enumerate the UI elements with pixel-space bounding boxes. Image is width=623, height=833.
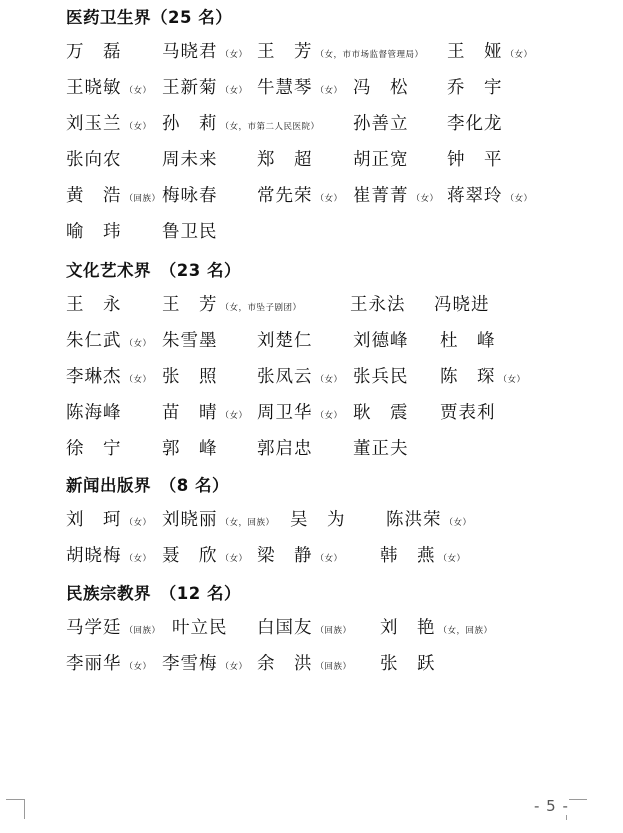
member-entry [66,435,122,460]
member-note: （回族） [315,662,352,672]
member-name: 韩 燕 [380,546,436,566]
member-name: 陈海峰 [66,403,122,423]
member-name: 李琳杰 [66,367,122,387]
member-entry [162,110,320,135]
member-name: 陈 琛 [440,367,496,387]
member-name: 张兵民 [353,367,409,387]
member-entry [447,146,503,171]
member-note: （女） [411,194,439,204]
member-entry [162,435,218,460]
member-note: （回族） [315,626,352,636]
member-name: 牛慧琴 [257,78,313,98]
member-entry [353,327,409,352]
member-name: 董正夫 [353,439,409,459]
member-name: 刘玉兰 [66,114,122,134]
member-entry [162,327,218,352]
member-name: 张凤云 [257,367,313,387]
member-entry [386,506,472,531]
member-entry [350,291,406,316]
member-entry [257,614,352,639]
member-name: 郭启忠 [257,439,313,459]
member-entry [434,291,490,316]
member-entry [66,74,152,99]
section-heading: 医药卫生界（25 名） [66,8,233,27]
member-name: 梅咏春 [162,186,218,206]
crop-mark-bottom-right [566,799,587,820]
member-note: （女） [220,554,248,564]
member-entry [162,182,218,207]
member-note: （女） [124,518,152,528]
member-note: （女） [124,375,152,385]
member-entry [353,399,409,424]
member-entry [66,327,152,352]
member-entry [172,614,228,639]
member-entry [162,218,218,243]
page-number: - 5 - [534,797,569,815]
member-note: （女） [444,518,472,528]
member-name: 苗 晴 [162,403,218,423]
member-name: 王 娅 [447,42,503,62]
member-name: 徐 宁 [66,439,122,459]
member-entry [440,327,496,352]
member-name: 王新菊 [162,78,218,98]
member-note: （女） [438,554,466,564]
member-entry [440,399,496,424]
member-note: （回族） [124,194,161,204]
member-name: 乔 宇 [447,78,503,98]
member-entry [380,650,436,675]
member-entry [66,506,152,531]
member-name: 周未来 [162,150,218,170]
section-heading: 文化艺术界 （23 名） [66,261,241,280]
member-entry [162,291,302,316]
member-name: 王 芳 [162,295,218,315]
member-entry [353,110,409,135]
member-entry [162,399,248,424]
member-note: （女） [315,375,343,385]
member-name: 王晓敏 [66,78,122,98]
member-name: 陈洪荣 [386,510,442,530]
member-entry [66,110,152,135]
member-note: （女） [124,122,152,132]
member-entry [257,650,352,675]
member-entry [66,363,152,388]
member-entry [353,182,439,207]
member-note: （女） [124,662,152,672]
member-note: （女） [220,411,248,421]
member-name: 刘楚仁 [257,331,313,351]
member-entry [440,363,526,388]
member-entry [257,327,313,352]
member-note: （女） [220,86,248,96]
member-name: 崔菁菁 [353,186,409,206]
member-note: （女） [315,554,343,564]
member-entry [290,506,346,531]
member-entry [162,542,248,567]
member-entry [66,291,122,316]
member-name: 朱仁武 [66,331,122,351]
member-entry [162,650,248,675]
member-name: 张向农 [66,150,122,170]
member-name: 钟 平 [447,150,503,170]
member-name: 朱雪墨 [162,331,218,351]
member-name: 张 跃 [380,654,436,674]
member-name: 郭 峰 [162,439,218,459]
member-entry [66,614,161,639]
member-name: 张 照 [162,367,218,387]
member-name: 孙 莉 [162,114,218,134]
member-name: 刘 艳 [380,618,436,638]
member-name: 刘 珂 [66,510,122,530]
member-note: （女） [124,554,152,564]
section-heading: 民族宗教界 （12 名） [66,584,241,603]
member-note: （女） [315,194,343,204]
member-name: 李雪梅 [162,654,218,674]
member-note: （女，回族） [220,518,275,528]
member-note: （女） [505,50,533,60]
member-name: 冯晓进 [434,295,490,315]
member-note: （女） [315,411,343,421]
member-entry [162,74,248,99]
member-entry [353,146,409,171]
member-name: 郑 超 [257,150,313,170]
member-entry [66,38,122,63]
member-entry [66,182,161,207]
member-name: 贾表利 [440,403,496,423]
member-name: 冯 松 [353,78,409,98]
member-entry [447,74,503,99]
member-entry [257,74,343,99]
member-name: 刘晓丽 [162,510,218,530]
member-name: 李化龙 [447,114,503,134]
member-note: （女） [124,339,152,349]
member-entry [447,110,503,135]
member-name: 喻 玮 [66,222,122,242]
member-name: 吴 为 [290,510,346,530]
member-entry [66,399,122,424]
member-entry [162,38,248,63]
member-note: （女） [220,662,248,672]
member-entry [162,363,218,388]
member-name: 王 芳 [257,42,313,62]
member-name: 王 永 [66,295,122,315]
member-note: （女，市坠子剧团） [220,303,302,313]
member-entry [66,218,122,243]
member-entry [257,542,343,567]
member-entry [257,363,343,388]
member-note: （女） [315,86,343,96]
member-entry [447,38,533,63]
member-name: 马晓君 [162,42,218,62]
member-name: 梁 静 [257,546,313,566]
member-name: 耿 震 [353,403,409,423]
member-name: 马学廷 [66,618,122,638]
member-entry [66,650,152,675]
member-name: 刘德峰 [353,331,409,351]
member-name: 蒋翠玲 [447,186,503,206]
member-name: 聂 欣 [162,546,218,566]
member-name: 王永法 [350,295,406,315]
member-name: 李丽华 [66,654,122,674]
member-entry [353,363,409,388]
member-note: （女，回族） [438,626,493,636]
member-entry [66,542,152,567]
member-entry [257,435,313,460]
member-entry [257,38,424,63]
member-name: 孙善立 [353,114,409,134]
member-entry [353,74,409,99]
member-name: 万 磊 [66,42,122,62]
crop-mark-bottom-left-line [6,799,24,800]
member-name: 黄 浩 [66,186,122,206]
member-entry [66,146,122,171]
member-note: （女，市第二人民医院） [220,122,320,132]
member-entry [162,506,275,531]
member-note: （女） [498,375,526,385]
member-entry [257,399,343,424]
member-note: （回族） [124,626,161,636]
member-note: （女） [505,194,533,204]
member-name: 白国友 [257,618,313,638]
member-name: 胡正宽 [353,150,409,170]
member-name: 叶立民 [172,618,228,638]
member-name: 鲁卫民 [162,222,218,242]
member-entry [447,182,533,207]
member-entry [380,542,466,567]
crop-mark-bottom-left [10,799,25,819]
member-entry [353,435,409,460]
member-entry [257,146,313,171]
member-note: （女） [124,86,152,96]
section-heading: 新闻出版界 （8 名） [66,476,229,495]
member-entry [257,182,343,207]
member-name: 杜 峰 [440,331,496,351]
member-name: 常先荣 [257,186,313,206]
member-entry [162,146,218,171]
member-entry [380,614,493,639]
member-note: （女） [220,50,248,60]
member-name: 胡晓梅 [66,546,122,566]
member-note: （女，市市场监督管理局） [315,50,424,60]
member-name: 周卫华 [257,403,313,423]
member-name: 余 洪 [257,654,313,674]
